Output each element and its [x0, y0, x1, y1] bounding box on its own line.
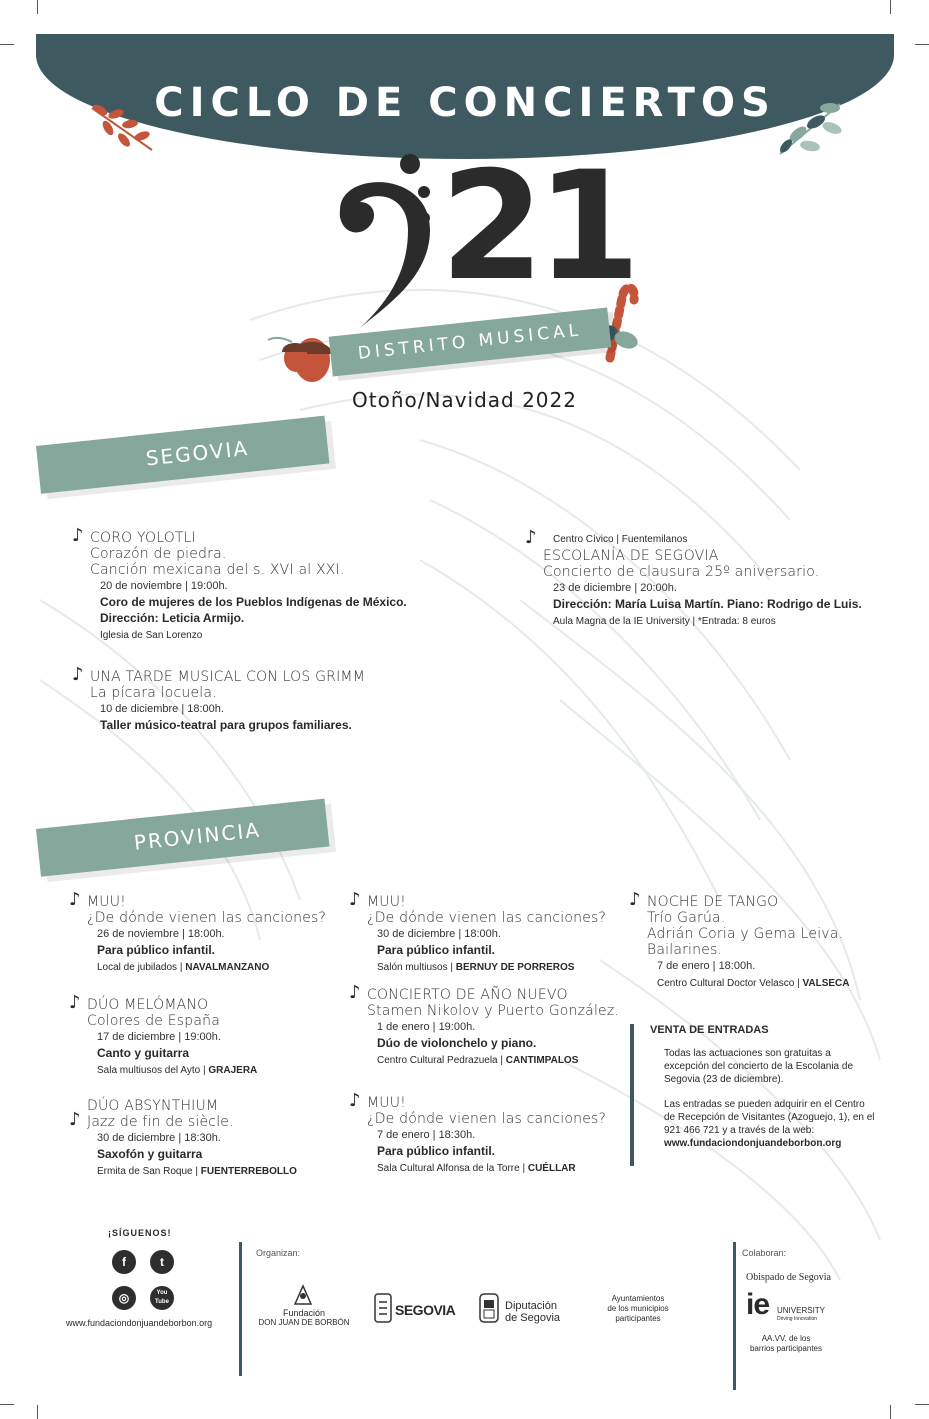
aavv-1: AA.VV. de los	[761, 1334, 811, 1343]
music-note-icon: ♪	[349, 1090, 361, 1111]
music-note-icon: ♪	[349, 889, 361, 910]
event-director: Dirección: Leticia Armijo.	[100, 611, 245, 625]
youtube-icon[interactable]: You Tube	[150, 1286, 174, 1310]
event-name: CORO YOLOTLI	[90, 530, 196, 546]
season-subtitle: Otoño/Navidad 2022	[352, 388, 577, 412]
event-performer: Coro de mujeres de los Pueblos Indígenas de México.	[100, 595, 407, 609]
event-venue: Ermita de San Roque | FUENTERREBOLLO	[97, 1166, 297, 1177]
ticket-sales-where: Las entradas se pueden adquirir en el Centro de Recepción de Visitantes (Azoguejo, 1), en el 921 466 721 y a través de la web:	[664, 1099, 875, 1136]
red-sprig-icon	[86, 100, 158, 156]
divider	[733, 1242, 736, 1390]
event-date: 23 de diciembre | 20:00h.	[553, 582, 677, 594]
event-date: 30 de diciembre | 18:30h.	[97, 1132, 221, 1144]
event-name: MUU!	[367, 894, 406, 910]
event-name: ESCOLANÍA DE SEGOVIA	[543, 548, 719, 564]
event-performer: Taller músico-teatral para grupos familiares.	[100, 718, 352, 732]
event-performer: Dúo de violonchelo y piano.	[377, 1036, 537, 1050]
event-town: BERNUY DE PORREROS	[455, 962, 575, 973]
event-venue: Iglesia de San Lorenzo	[100, 630, 203, 641]
ticket-sales-title: VENTA DE ENTRADAS	[650, 1024, 769, 1036]
event-work: La pícara locuela.	[90, 685, 217, 701]
event-venue: Local de jubilados | NAVALMANZANO	[97, 962, 270, 973]
event-work: Canción mexicana del s. XVI al XXI.	[90, 562, 345, 578]
green-sprig-icon	[770, 98, 850, 160]
event-venue: Centro Cultural Doctor Velasco | VALSECA	[657, 978, 850, 989]
ie-tagline: Driving Innovation	[777, 1316, 818, 1322]
aavv-2: barrios participantes	[749, 1344, 823, 1353]
fundacion-name: Fundación	[282, 1308, 326, 1318]
website-link[interactable]: www.fundaciondonjuandeborbon.org	[66, 1318, 213, 1328]
event-name: CONCIERTO DE AÑO NUEVO	[367, 987, 568, 1003]
event-name: MUU!	[87, 894, 126, 910]
music-note-icon: ♪	[72, 664, 84, 685]
event-performer: Canto y guitarra	[97, 1046, 190, 1060]
music-note-icon: ♪	[349, 982, 361, 1003]
event-name: DÚO MELÓMANO	[87, 997, 209, 1013]
ticket-sales-free-note: Todas las actuaciones son gratuitas a excepción del concierto de la Escolania de Segovia (23 de diciembre).	[664, 1048, 854, 1085]
event-date: 26 de noviembre | 18:00h.	[97, 928, 225, 940]
ie-university: UNIVERSITY	[777, 1306, 826, 1315]
music-note-icon: ♪	[629, 889, 641, 910]
event-venue: Aula Magna de la IE University | *Entrada: 8 euros	[553, 616, 776, 627]
event-work: Corazón de piedra.	[90, 546, 227, 562]
distrito-musical-logo	[260, 140, 680, 390]
event-date: 7 de enero | 18:00h.	[657, 960, 756, 972]
page-title: CICLO DE CONCIERTOS	[154, 80, 776, 126]
facebook-icon[interactable]: f	[112, 1250, 136, 1274]
event-work: ¿De dónde vienen las canciones?	[367, 1111, 607, 1127]
event-town: CUÉLLAR	[527, 1163, 576, 1174]
event-town: NAVALMANZANO	[185, 962, 270, 973]
music-note-icon: ♪	[525, 527, 537, 548]
diputacion-name-2: de Segovia	[505, 1312, 561, 1324]
event-duo-absynthium	[69, 1098, 347, 1180]
event-work: Jazz de fin de siècle.	[87, 1114, 234, 1130]
event-venue: Centro Cultural Pedrazuela | CANTIMPALOS	[377, 1055, 579, 1066]
bass-clef-icon	[320, 150, 440, 340]
event-town: FUENTERREBOLLO	[200, 1166, 297, 1177]
event-noche-tango	[629, 889, 877, 992]
fundacion-crest-icon	[291, 1284, 315, 1306]
music-note-icon: ♪	[72, 525, 84, 546]
event-date: 30 de diciembre | 18:00h.	[377, 928, 501, 940]
event-date: 17 de diciembre | 19:00h.	[97, 1031, 221, 1043]
fundacion-name-2: DON JUAN DE BORBÓN	[258, 1318, 350, 1327]
instagram-icon[interactable]: ◎	[112, 1286, 136, 1310]
event-work: Colores de España	[87, 1013, 221, 1029]
event-venue: Salón multiusos | BERNUY DE PORREROS	[377, 962, 575, 973]
event-muu-bernuy	[349, 889, 627, 976]
event-work: ¿De dónde vienen las canciones?	[87, 910, 327, 926]
event-work: Bailarines.	[647, 942, 723, 958]
event-town: GRAJERA	[208, 1065, 258, 1076]
event-date: 20 de noviembre | 19:00h.	[100, 580, 228, 592]
ticket-sales-box	[630, 1024, 875, 1166]
event-town: VALSECA	[802, 978, 850, 989]
event-performer: Dirección: María Luisa Martín. Piano: Rodrigo de Luis.	[553, 597, 862, 611]
ayuntamientos-1: Ayuntamientos	[611, 1294, 665, 1303]
event-venue: Sala Cultural Alfonsa de la Torre | CUÉLLAR	[377, 1163, 576, 1174]
logo-ribbon-text: DISTRITO MUSICAL	[356, 320, 584, 364]
event-work: Trío Garúa.	[647, 910, 726, 926]
event-work: Concierto de clausura 25º aniversario.	[543, 564, 820, 580]
divider	[239, 1242, 242, 1376]
section-title-provincia: PROVINCIA	[132, 817, 262, 855]
event-performer: Saxofón y guitarra	[97, 1147, 203, 1161]
music-note-icon: ♪	[69, 1109, 81, 1130]
event-date: 10 de diciembre | 18:00h.	[100, 703, 224, 715]
event-name: MUU!	[367, 1095, 406, 1111]
event-date: 7 de enero | 18:30h.	[377, 1129, 476, 1141]
event-performer: Para público infantil.	[97, 943, 216, 957]
segovia-crest-icon	[373, 1290, 393, 1324]
event-performer: Para público infantil.	[377, 943, 496, 957]
event-escolania	[525, 527, 883, 630]
ayuntamientos-3: participantes	[615, 1314, 661, 1323]
event-tarde-grimm	[72, 664, 470, 733]
collaborators-label: Colaboran:	[742, 1248, 787, 1258]
ie-logo: ie	[746, 1288, 770, 1321]
event-performer: Para público infantil.	[377, 1144, 496, 1158]
event-work: ¿De dónde vienen las canciones?	[367, 910, 607, 926]
event-muu-cuellar	[349, 1090, 627, 1177]
organizers-label: Organizan:	[256, 1248, 301, 1258]
event-town: CANTIMPALOS	[505, 1055, 579, 1066]
event-work: Stamen Nikolov y Puerto González.	[367, 1003, 620, 1019]
ayuntamientos-2: de los municipios	[607, 1304, 669, 1313]
obispado-logo-text: Obispado de Segovia	[746, 1272, 831, 1283]
event-venue: Sala multiusos del Ayto | GRAJERA	[97, 1065, 258, 1076]
music-note-icon: ♪	[69, 992, 81, 1013]
event-name: NOCHE DE TANGO	[647, 894, 779, 910]
event-work: Adrián Coria y Gema Leiva.	[647, 926, 844, 942]
segovia-logo-text: SEGOVIA	[395, 1302, 456, 1318]
event-name: UNA TARDE MUSICAL CON LOS GRIMM	[90, 669, 365, 685]
diputacion-crest-icon	[478, 1292, 500, 1324]
event-duo-melomano	[69, 992, 347, 1079]
event-date: 1 de enero | 19:00h.	[377, 1021, 476, 1033]
ticket-sales-link[interactable]: www.fundaciondonjuandeborbon.org	[664, 1138, 842, 1149]
diputacion-name: Diputación	[505, 1300, 557, 1312]
event-coro-yolotli	[72, 525, 470, 644]
event-name: DÚO ABSYNTHIUM	[87, 1098, 219, 1114]
event-muu-navalmanzano	[69, 889, 347, 976]
twitter-icon[interactable]: t	[150, 1250, 174, 1274]
acorn-icon	[262, 324, 336, 388]
follow-us-label: ¡SÍGUENOS!	[108, 1228, 172, 1238]
logo-number: 21	[440, 140, 633, 314]
section-title-segovia: SEGOVIA	[144, 435, 251, 471]
event-ano-nuevo	[349, 982, 627, 1069]
event-location-pre: Centro Cívico | Fuentemilanos	[553, 534, 688, 545]
music-note-icon: ♪	[69, 889, 81, 910]
footer	[0, 1222, 929, 1392]
